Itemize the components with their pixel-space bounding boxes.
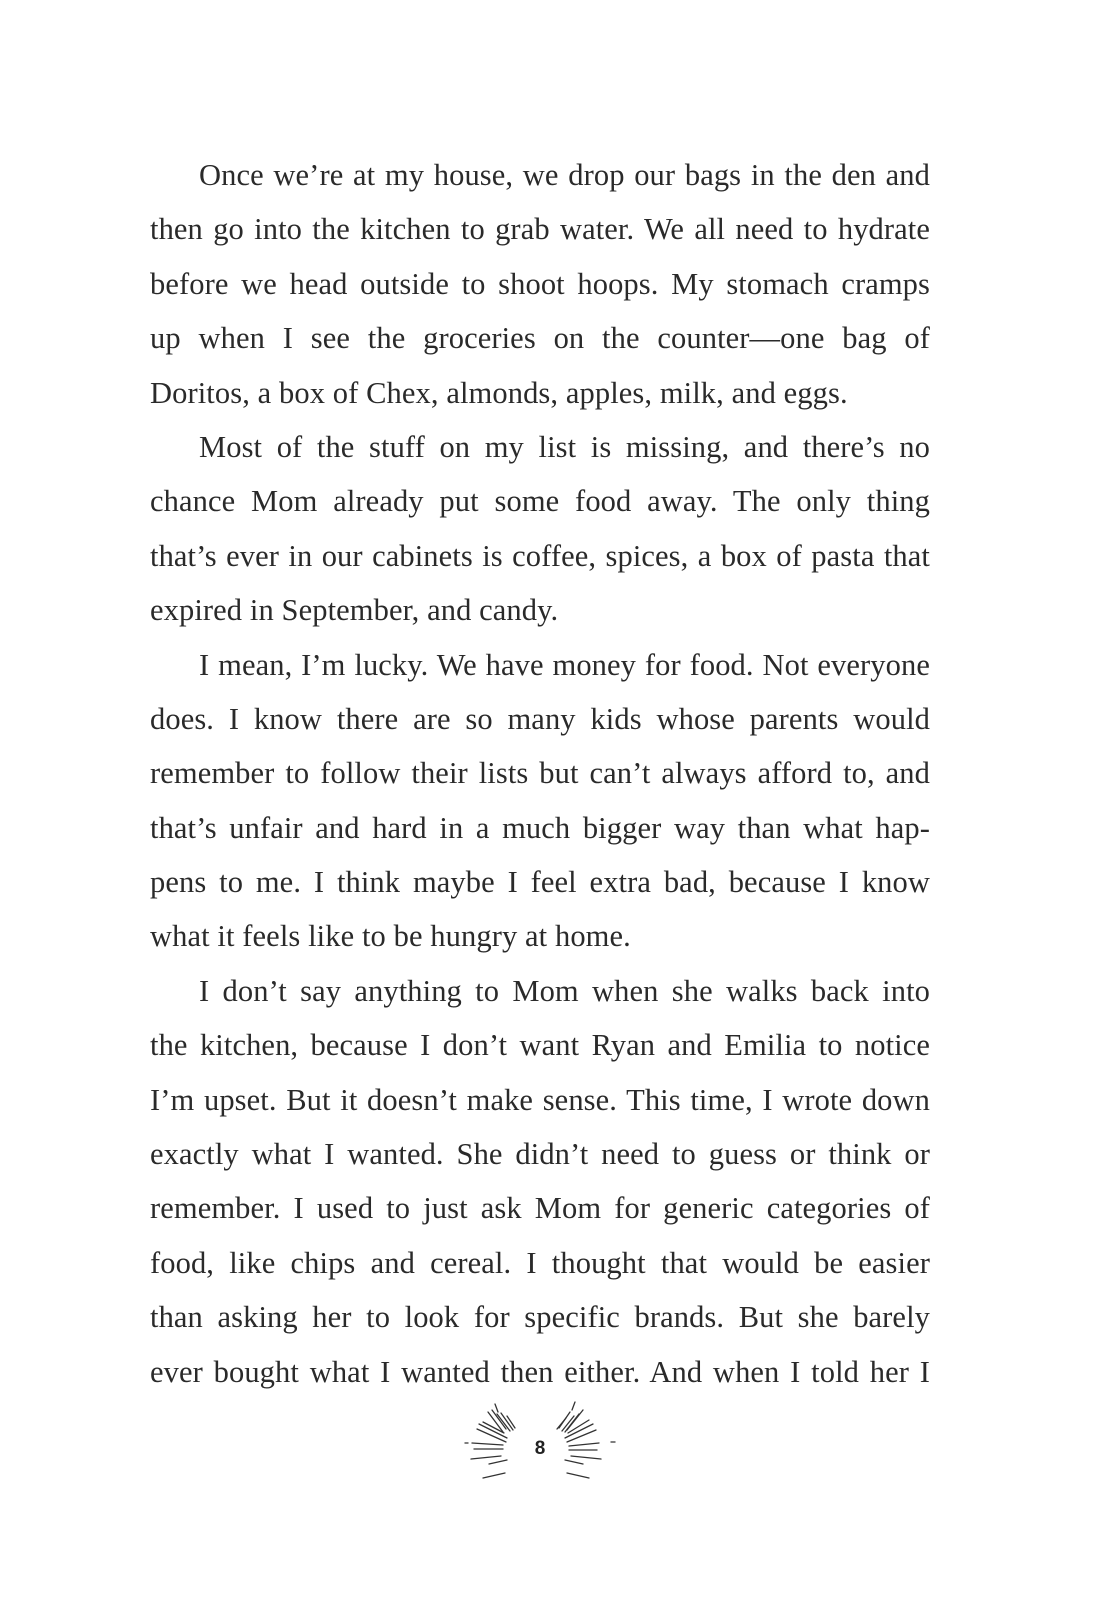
text-line: that’s ever in our cabinets is coffee, spices, a box of pasta that	[150, 538, 930, 573]
text-line: I’m upset. But it doesn’t make sense. This time, I wrote down	[150, 1082, 930, 1117]
page-number: 8	[534, 1438, 546, 1459]
text-line: then go into the kitchen to grab water. We all need to hydrate	[150, 212, 930, 247]
text-line: food, like chips and cereal. I thought that would be easier	[150, 1245, 930, 1280]
paragraph-3	[150, 638, 930, 964]
text-line: expired in September, and candy.	[150, 593, 559, 628]
text-line: ever bought what I wanted then either. And when I told her I	[150, 1354, 930, 1389]
text-line: that’s unfair and hard in a much bigger way than what hap-	[150, 810, 930, 845]
text-line: exactly what I wanted. She didn’t need to guess or think or	[150, 1137, 930, 1172]
text-line: what it feels like to be hungry at home.	[150, 919, 631, 954]
page-folio	[455, 1398, 625, 1498]
text-line: remember. I used to just ask Mom for generic categories of	[150, 1191, 930, 1226]
paragraph-4	[150, 964, 930, 1399]
paragraph-2	[150, 420, 930, 638]
text-line: Most of the stuff on my list is missing, and there’s no	[199, 429, 930, 464]
text-line: I don’t say anything to Mom when she walks back into	[199, 973, 930, 1008]
paragraph-1	[150, 148, 930, 420]
text-line: Doritos, a box of Chex, almonds, apples, milk, and eggs.	[150, 375, 848, 410]
text-line: does. I know there are so many kids whose parents would	[150, 701, 930, 736]
text-line: chance Mom already put some food away. The only thing	[150, 484, 930, 519]
text-line: the kitchen, because I don’t want Ryan and Emilia to notice	[150, 1028, 930, 1063]
text-line: I mean, I’m lucky. We have money for food. Not everyone	[199, 647, 930, 682]
text-line: Once we’re at my house, we drop our bags in the den and	[199, 158, 930, 192]
text-line: than asking her to look for specific brands. But she barely	[150, 1300, 930, 1335]
text-line: remember to follow their lists but can’t always afford to, and	[150, 756, 930, 791]
text-line: pens to me. I think maybe I feel extra bad, because I know	[150, 865, 930, 900]
text-line: before we head outside to shoot hoops. My stomach cramps	[150, 266, 930, 301]
text-line: up when I see the groceries on the counter—one bag of	[150, 321, 930, 356]
body-text	[150, 148, 930, 1399]
